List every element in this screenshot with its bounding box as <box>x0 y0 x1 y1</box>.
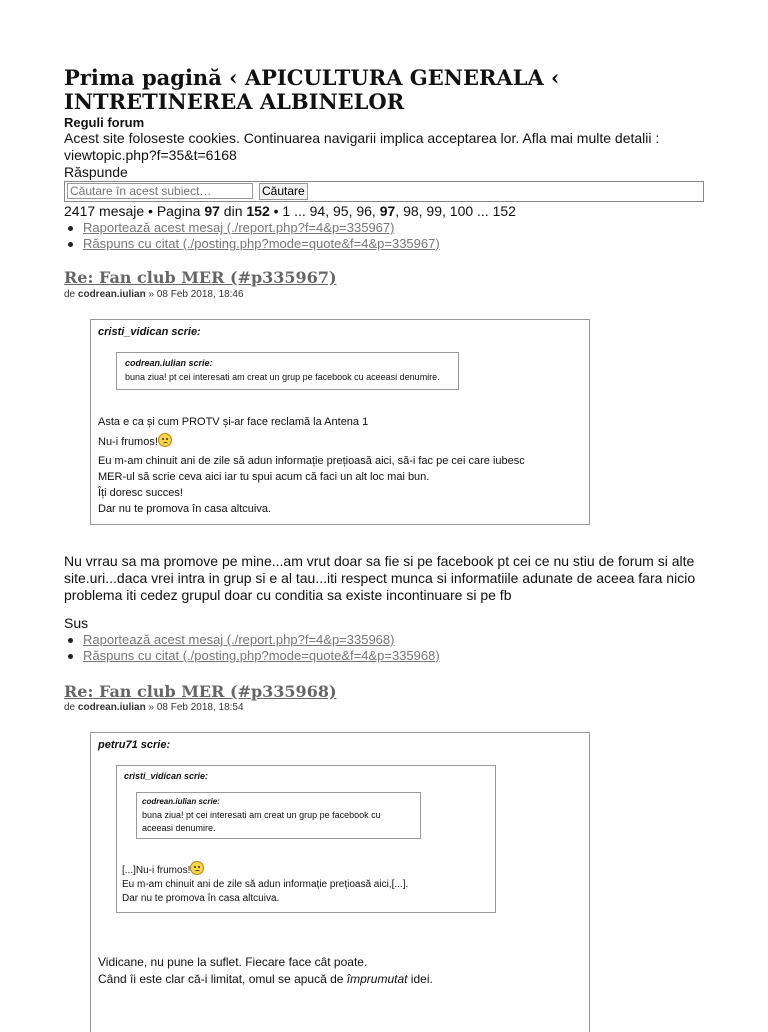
cookie-notice: Acest site foloseste cookies. Continuarea navigarii implica acceptarea lor. Afla mai multe detalii : viewtopic.php?f=35&t=6168 <box>64 130 660 163</box>
quote-line: [...]Nu-i frumos! <box>122 865 191 876</box>
nested-blockquote <box>116 352 459 390</box>
author-link[interactable]: codrean.iulian <box>77 702 146 713</box>
blockquote <box>90 319 590 525</box>
quote-line-with-smiley <box>122 861 204 878</box>
list-item <box>64 632 440 648</box>
post-date: » 08 Feb 2018, 18:54 <box>145 702 244 713</box>
worried-face-icon <box>158 433 172 447</box>
quote-line: Dar nu te promova în casa altcuiva. <box>98 503 272 515</box>
quote-line: Dar nu te promova în casa altcuiva. <box>122 893 280 904</box>
pagination-links[interactable]: • 1 ... 94, 95, 96, <box>269 203 380 219</box>
search-button[interactable]: Căutare <box>259 183 308 200</box>
pagination-of: din <box>219 203 247 219</box>
quote-reply-link[interactable]: Răspuns cu citat (./posting.php?mode=quote&f=4&p=335967) <box>83 236 440 251</box>
list-item <box>64 220 440 236</box>
report-link[interactable]: Raportează acest mesaj (./report.php?f=4&p=335967) <box>83 220 395 235</box>
quote-line <box>98 971 433 987</box>
byline-prefix: de <box>64 702 78 713</box>
pagination-rest[interactable]: , 98, 99, 100 ... 152 <box>395 203 516 219</box>
pagination-total: 152 <box>246 203 270 219</box>
pagination-current: 97 <box>204 203 220 219</box>
quote-text: buna ziua! pt cei interesati am creat un grup pe facebook cu aceeasi denumire. <box>125 372 440 382</box>
quote-line: Vidicane, nu pune la suflet. Fiecare face cât poate. <box>98 955 368 969</box>
report-link[interactable]: Raportează acest mesaj (./report.php?f=4&p=335968) <box>83 632 395 647</box>
back-to-top-link[interactable]: Sus <box>64 615 89 631</box>
post-body: Nu vrrau sa ma promove pe mine...am vrut doar sa fie si pe facebook pt cei ce nu stiu de forum si alte site.uri...daca vrei intra in grup si e al tau...iti respect munca si informatiile adunate de aceea fara nicio problema iti cedez grupul doar cu conditia sa existe incontinuare si pe fb <box>64 553 696 603</box>
search-input[interactable] <box>67 183 253 199</box>
pagination-prefix: 2417 mesaje • Pagina <box>64 203 205 219</box>
quote-emphasis: împrumutat <box>346 972 408 986</box>
quote-cite: cristi_vidican scrie: <box>98 326 201 338</box>
quote-text: buna ziua! pt cei interesati am creat un grup pe facebook cu aceeasi denumire. <box>142 810 381 833</box>
quote-line: Asta e ca și cum PROTV și-ar face reclamă la Antena 1 <box>98 416 369 428</box>
quote-line: Nu-i frumos! <box>98 436 158 448</box>
rules-link[interactable]: Reguli forum <box>64 115 145 130</box>
post-actions-top <box>64 220 440 252</box>
pagination-current-link: 97 <box>379 203 396 219</box>
byline-prefix: de <box>64 289 78 300</box>
worried-face-icon <box>190 861 204 875</box>
quote-cite: codrean.iulian scrie: <box>125 358 213 368</box>
nested-blockquote <box>116 765 496 913</box>
blockquote <box>90 732 590 1032</box>
quote-line: Îți doresc succes! <box>98 487 183 499</box>
post-title[interactable]: Re: Fan club MER (#p335968) <box>64 682 337 701</box>
nested-blockquote <box>136 792 421 839</box>
quote-reply-link[interactable]: Răspuns cu citat (./posting.php?mode=quote&f=4&p=335968) <box>83 648 440 663</box>
search-bar <box>64 181 704 202</box>
post-byline <box>64 702 244 713</box>
post-title[interactable]: Re: Fan club MER (#p335967) <box>64 268 337 287</box>
quote-cite: petru71 scrie: <box>98 739 171 751</box>
quote-text: idei. <box>407 972 433 986</box>
quote-cite: cristi_vidican scrie: <box>124 771 209 781</box>
pagination <box>64 203 516 219</box>
quote-cite: codrean.iulian scrie: <box>142 797 220 806</box>
quote-line: Eu m-am chinuit ani de zile să adun informație prețioasă aici,[...]. <box>122 879 409 890</box>
quote-line: Eu m-am chinuit ani de zile să adun informație prețioasă aici, să-i fac pe cei care iubesc <box>98 455 525 467</box>
list-item <box>64 236 440 252</box>
author-link[interactable]: codrean.iulian <box>77 289 146 300</box>
quote-line: MER-ul să scrie ceva aici iar tu spui acum că faci un alt loc mai bun. <box>98 471 430 483</box>
list-item <box>64 648 440 664</box>
page-title: Prima pagină ‹ APICULTURA GENERALA ‹ INTRETINEREA ALBINELOR <box>64 65 560 114</box>
quote-line-with-smiley <box>98 433 172 450</box>
post-date: » 08 Feb 2018, 18:46 <box>145 289 244 300</box>
post-byline <box>64 289 244 300</box>
reply-link[interactable]: Răspunde <box>64 164 128 180</box>
post-actions <box>64 632 440 664</box>
quote-text: Când îi este clar că-i limitat, omul se apucă de <box>98 972 347 986</box>
